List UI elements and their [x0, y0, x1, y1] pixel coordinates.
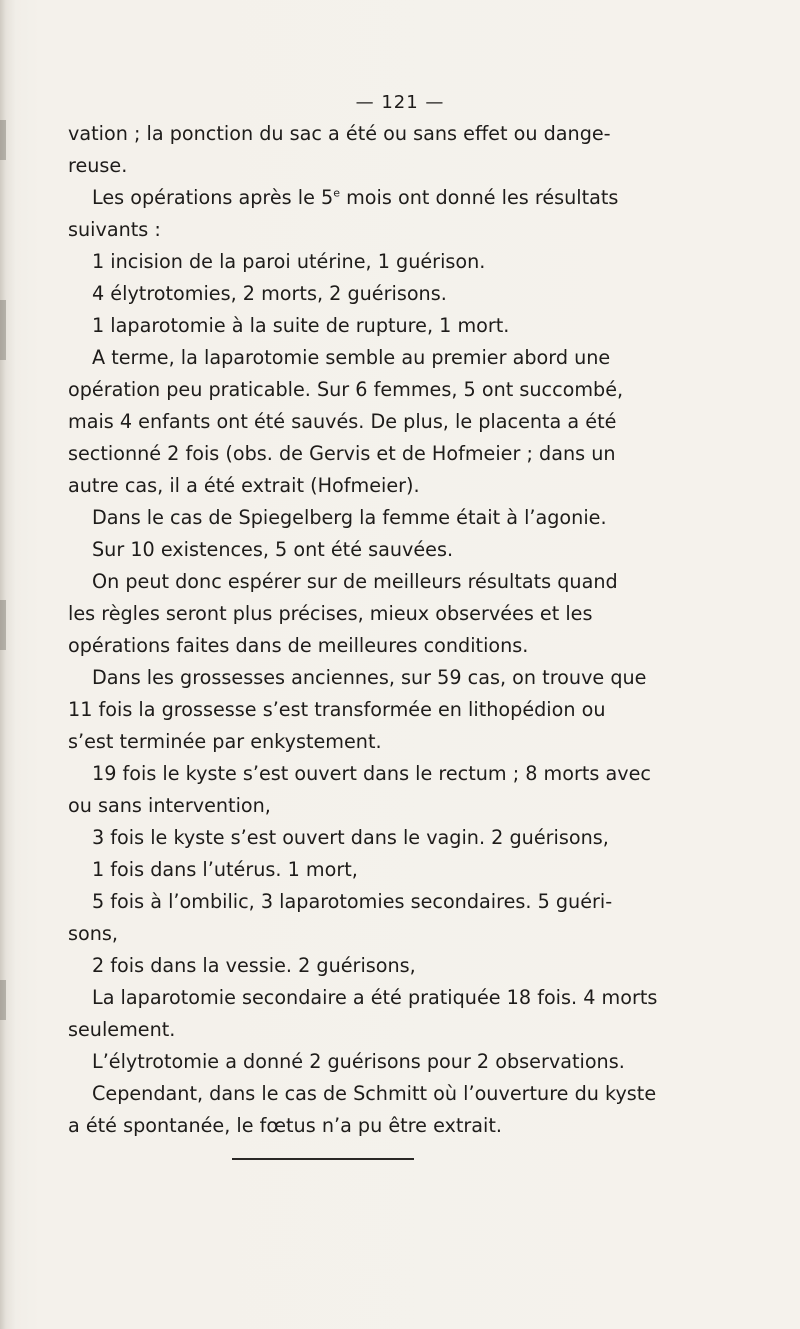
- text-line: sons,: [68, 922, 118, 945]
- text-line: Dans le cas de Spiegelberg la femme était à l’agonie.: [92, 506, 607, 529]
- text-line: suivants :: [68, 218, 161, 241]
- text-line: L’élytrotomie a donné 2 guérisons pour 2 observations.: [92, 1050, 625, 1073]
- scan-edge-mark: [0, 300, 6, 360]
- text-line: 1 laparotomie à la suite de rupture, 1 mort.: [92, 314, 510, 337]
- text-line: Dans les grossesses anciennes, sur 59 cas, on trouve que: [92, 666, 647, 689]
- scan-edge-mark: [0, 120, 6, 160]
- text-line: La laparotomie secondaire a été pratiquée 18 fois. 4 morts: [92, 986, 658, 1009]
- text-fragment: mois ont donné les résultats: [340, 186, 619, 209]
- superscript: e: [333, 186, 341, 200]
- text-line: vation ; la ponction du sac a été ou sans effet ou dange-: [68, 122, 611, 145]
- text-line: autre cas, il a été extrait (Hofmeier).: [68, 474, 420, 497]
- text-line: [68, 182, 752, 214]
- text-line: seulement.: [68, 1018, 176, 1041]
- body-text: [68, 118, 752, 1142]
- text-line: A terme, la laparotomie semble au premier abord une: [92, 346, 611, 369]
- text-line: sectionné 2 fois (obs. de Gervis et de Hofmeier ; dans un: [68, 442, 616, 465]
- scan-edge-mark: [0, 980, 6, 1020]
- text-line: Cependant, dans le cas de Schmitt où l’ouverture du kyste: [92, 1082, 657, 1105]
- text-line: a été spontanée, le fœtus n’a pu être extrait.: [68, 1114, 503, 1137]
- text-fragment: Les opérations après le 5: [92, 186, 334, 209]
- text-line: 1 fois dans l’utérus. 1 mort,: [92, 858, 358, 881]
- scan-edge-mark: [0, 600, 6, 650]
- section-separator-rule: [232, 1158, 414, 1160]
- text-line: opération peu praticable. Sur 6 femmes, 5 ont succombé,: [68, 378, 624, 401]
- text-line: mais 4 enfants ont été sauvés. De plus, le placenta a été: [68, 410, 617, 433]
- text-line: Sur 10 existences, 5 ont été sauvées.: [92, 538, 454, 561]
- text-line: 1 incision de la paroi utérine, 1 guérison.: [92, 250, 486, 273]
- text-line: les règles seront plus précises, mieux observées et les: [68, 602, 593, 625]
- page-number: — 121 —: [355, 92, 445, 113]
- text-line: opérations faites dans de meilleures conditions.: [68, 634, 529, 657]
- text-line: reuse.: [68, 154, 128, 177]
- text-line: 4 élytrotomies, 2 morts, 2 guérisons.: [92, 282, 447, 305]
- text-line: 5 fois à l’ombilic, 3 laparotomies secondaires. 5 guéri-: [92, 890, 613, 913]
- text-line: 19 fois le kyste s’est ouvert dans le rectum ; 8 morts avec: [92, 762, 651, 785]
- text-line: 2 fois dans la vessie. 2 guérisons,: [92, 954, 416, 977]
- text-line: s’est terminée par enkystement.: [68, 730, 382, 753]
- text-line: On peut donc espérer sur de meilleurs résultats quand: [92, 570, 618, 593]
- text-line: 3 fois le kyste s’est ouvert dans le vagin. 2 guérisons,: [92, 826, 609, 849]
- text-line: 11 fois la grossesse s’est transformée en lithopédion ou: [68, 698, 606, 721]
- text-line: ou sans intervention,: [68, 794, 271, 817]
